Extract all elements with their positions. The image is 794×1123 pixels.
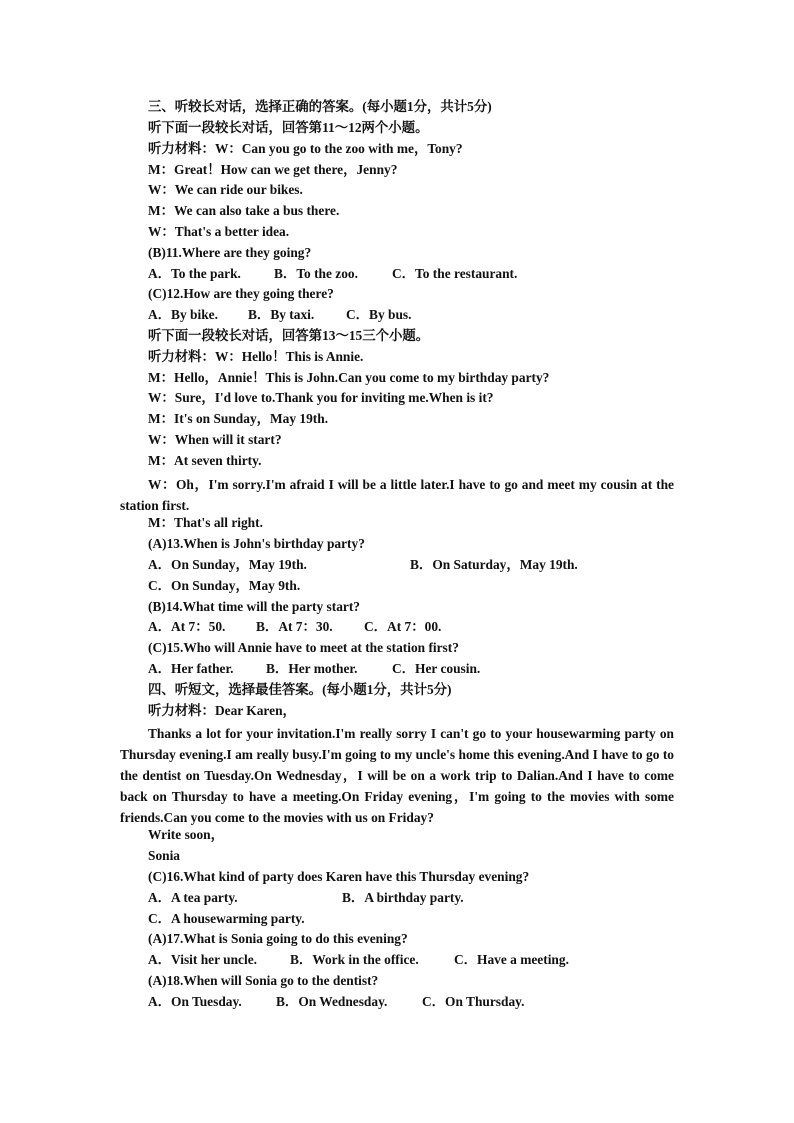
dialogue-1-instruction: 听下面一段较长对话，回答第11～12两个小题。 — [148, 120, 429, 135]
question-16: (C)16.What kind of party does Karen have this Thursday evening? — [148, 869, 530, 884]
option-b: B．To the zoo. — [274, 266, 358, 281]
dialogue-line-wrapped: W：Oh，I'm sorry.I'm afraid I will be a little later.I have to go and meet my cousin at the station first. — [120, 477, 674, 513]
passage-body: Thanks a lot for your invitation.I'm really sorry I can't go to your housewarming party on Thursday evening.I am really busy.I'm going to my uncle's home this evening.And I have to go to the dentist on Tuesday.On Wednesday，I will be on a work trip to Dalian.And I have to come back on Thursday to have a meeting.On Friday evening，I'm going to the movies with some friends.Can you come to the movies with us on Friday? — [120, 726, 674, 825]
dialogue-2-instruction: 听下面一段较长对话，回答第13～15三个小题。 — [148, 328, 430, 343]
option-a: A．A tea party. — [148, 890, 238, 905]
section-3-heading: 三、听较长对话，选择正确的答案。(每小题1分，共计5分) — [148, 99, 492, 114]
dialogue-line: W：When will it start? — [148, 432, 282, 447]
option-c: C．Her cousin. — [392, 661, 481, 676]
dialogue-line: W：Sure，I'd love to.Thank you for inviting me.When is it? — [148, 390, 494, 405]
option-c: C．To the restaurant. — [392, 266, 518, 281]
option-a: A．On Sunday，May 19th. — [148, 557, 307, 572]
option-b: B．A birthday party. — [342, 890, 464, 905]
question-18: (A)18.When will Sonia go to the dentist? — [148, 973, 379, 988]
dialogue-line: M：Hello，Annie！This is John.Can you come to my birthday party? — [148, 370, 550, 385]
passage-closing: Write soon， — [148, 827, 225, 842]
option-a: A．On Tuesday. — [148, 994, 242, 1009]
option-a: A．By bike. — [148, 307, 218, 322]
dialogue-line: M：We can also take a bus there. — [148, 203, 340, 218]
option-c: C．On Thursday. — [422, 994, 525, 1009]
option-a: A．At 7：50. — [148, 619, 226, 634]
question-15: (C)15.Who will Annie have to meet at the station first? — [148, 640, 459, 655]
option-a: A．To the park. — [148, 266, 241, 281]
dialogue-line: W：We can ride our bikes. — [148, 182, 303, 197]
question-14: (B)14.What time will the party start? — [148, 599, 360, 614]
option-c: C．By bus. — [346, 307, 412, 322]
dialogue-line: M：It's on Sunday，May 19th. — [148, 411, 329, 426]
passage-signature: Sonia — [148, 848, 181, 863]
option-a: A．Visit her uncle. — [148, 952, 257, 967]
option-a: A．Her father. — [148, 661, 234, 676]
dialogue-line: W：That's a better idea. — [148, 224, 290, 239]
question-13-option-c: C．On Sunday，May 9th. — [148, 578, 301, 593]
option-b: B．At 7：30. — [256, 619, 333, 634]
option-b: B．On Saturday，May 19th. — [410, 557, 578, 572]
dialogue-line: 听力材料：W：Hello！This is Annie. — [148, 349, 364, 364]
dialogue-line: M：That's all right. — [148, 515, 263, 530]
option-b: B．Her mother. — [266, 661, 358, 676]
option-c: C．At 7：00. — [364, 619, 442, 634]
option-c: C．Have a meeting. — [454, 952, 569, 967]
question-11: (B)11.Where are they going? — [148, 245, 312, 260]
option-b: B．Work in the office. — [290, 952, 419, 967]
question-13: (A)13.When is John's birthday party? — [148, 536, 365, 551]
option-b: B．On Wednesday. — [276, 994, 388, 1009]
dialogue-line: 听力材料：W：Can you go to the zoo with me，Tony? — [148, 141, 463, 156]
section-4-heading: 四、听短文，选择最佳答案。(每小题1分，共计5分) — [148, 682, 452, 697]
question-17: (A)17.What is Sonia going to do this evening? — [148, 931, 408, 946]
question-16-option-c: C．A housewarming party. — [148, 911, 305, 926]
passage-greeting: 听力材料：Dear Karen， — [148, 703, 296, 718]
option-b: B．By taxi. — [248, 307, 315, 322]
dialogue-line: M：At seven thirty. — [148, 453, 262, 468]
dialogue-line: M：Great！How can we get there，Jenny? — [148, 162, 398, 177]
question-12: (C)12.How are they going there? — [148, 286, 334, 301]
